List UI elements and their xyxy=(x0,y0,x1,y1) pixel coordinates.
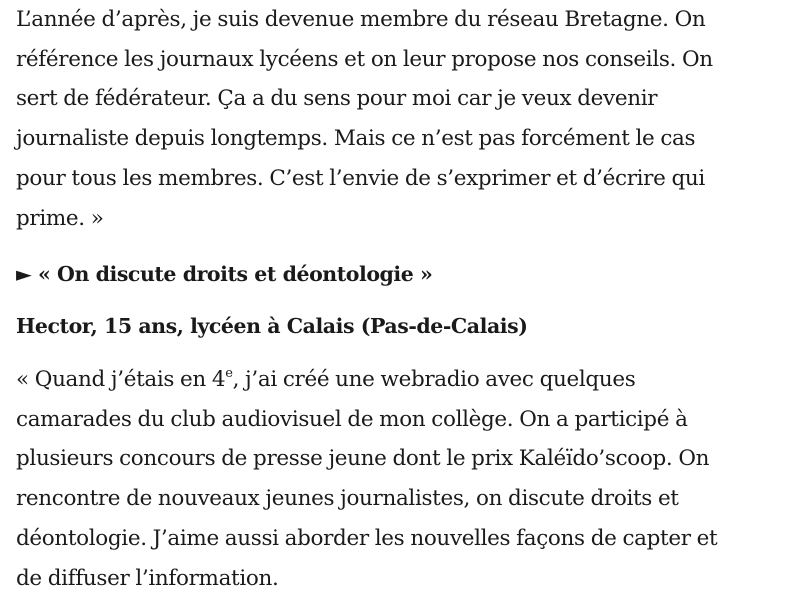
text-line: L’année d’après, je suis devenue membre du réseau Bretagne. On xyxy=(16,7,706,32)
byline: Hector, 15 ans, lycéen à Calais (Pas-de-Calais) xyxy=(16,314,528,338)
quote-opening-continuation: , j’ai créé une webradio avec quelques xyxy=(232,367,636,392)
text-line: sert de fédérateur. Ça a du sens pour moi car je veux devenir xyxy=(16,86,658,112)
text-line: référence les journaux lycéens et on leur propose nos conseils. On xyxy=(16,46,713,72)
quote-paragraph xyxy=(16,360,796,598)
text-line xyxy=(16,360,796,400)
text-line: pour tous les membres. C’est l’envie de s’exprimer et d’écrire qui xyxy=(16,165,705,191)
quote-opening-text: « Quand j’étais en 4 xyxy=(16,367,226,392)
text-line: camarades du club audiovisuel de mon collège. On a participé à xyxy=(16,406,688,432)
text-line: rencontre de nouveaux jeunes journalistes, on discute droits et xyxy=(16,486,679,512)
section-title: ► « On discute droits et déontologie » xyxy=(16,262,433,286)
text-line: déontologie. J’aime aussi aborder les nouvelles façons de capter et xyxy=(16,525,718,551)
text-line: de diffuser l’information. xyxy=(16,565,279,591)
text-line: plusieurs concours de presse jeune dont le prix Kaléïdo’scoop. On xyxy=(16,446,710,472)
text-line: prime. » xyxy=(16,205,104,231)
intro-paragraph xyxy=(16,0,796,238)
ordinal-superscript: e xyxy=(225,365,233,381)
text-line: journaliste depuis longtemps. Mais ce n’est pas forcément le cas xyxy=(16,126,696,152)
